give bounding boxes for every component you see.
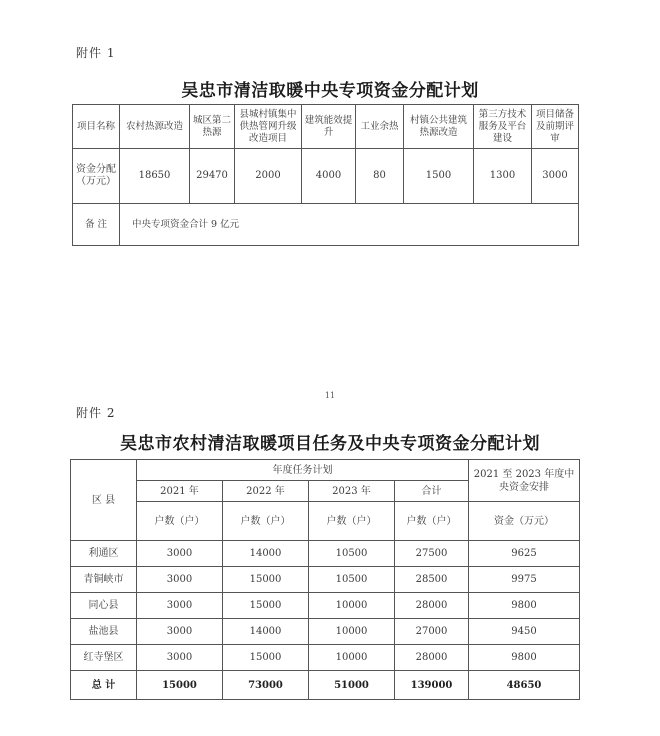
header-year-2021: 2021 年: [137, 481, 223, 502]
unit-funds: 资金（万元）: [469, 502, 580, 541]
value-cell: 9625: [469, 541, 580, 567]
value-cell: 10500: [309, 567, 395, 593]
header-industrial-waste-heat: 工业余热: [356, 105, 404, 149]
note-label: 备 注: [73, 204, 120, 246]
value-cell: 9450: [469, 619, 580, 645]
value-cell: 4000: [302, 149, 356, 204]
header-county: 区 县: [71, 460, 137, 541]
value-cell: 15000: [223, 645, 309, 671]
value-cell: 28000: [395, 645, 469, 671]
value-cell: 1300: [474, 149, 532, 204]
county-cell: 盐池县: [71, 619, 137, 645]
value-cell: 27500: [395, 541, 469, 567]
value-cell: 15000: [223, 567, 309, 593]
header-project-name: 项目名称: [73, 105, 120, 149]
value-cell: 14000: [223, 619, 309, 645]
county-cell: 利通区: [71, 541, 137, 567]
annex-2-title: 吴忠市农村清洁取暖项目任务及中央专项资金分配计划: [120, 434, 540, 454]
header-rural-heat-source: 农村热源改造: [120, 105, 190, 149]
header-public-building: 村镇公共建筑热源改造: [404, 105, 474, 149]
table-header-row: [73, 105, 579, 149]
annex-1-title: 吴忠市清洁取暖中央专项资金分配计划: [181, 81, 479, 101]
header-central-funds: 2021 至 2023 年度中央资金安排: [469, 460, 580, 502]
header-pipe-network: 县城村镇集中供热管网升级改造项目: [235, 105, 302, 149]
total-value: 73000: [223, 671, 309, 700]
unit-households: 户数（户）: [395, 502, 469, 541]
value-cell: 9800: [469, 645, 580, 671]
header-total: 合计: [395, 481, 469, 502]
value-cell: 28000: [395, 593, 469, 619]
header-annual-plan: 年度任务计划: [137, 460, 469, 481]
table-row: [71, 645, 580, 671]
table-row: [71, 567, 580, 593]
total-value: 51000: [309, 671, 395, 700]
value-cell: 10000: [309, 645, 395, 671]
county-cell: 红寺堡区: [71, 645, 137, 671]
value-cell: 14000: [223, 541, 309, 567]
table-row: [71, 619, 580, 645]
unit-households: 户数（户）: [223, 502, 309, 541]
value-cell: 1500: [404, 149, 474, 204]
value-cell: 3000: [137, 619, 223, 645]
table-row: [71, 593, 580, 619]
rural-heating-task-table: [70, 459, 580, 700]
row-label-funds: 资金分配（万元）: [73, 149, 120, 204]
unit-households: 户数（户）: [137, 502, 223, 541]
annex-1-label: 附件 1: [76, 46, 116, 60]
value-cell: 18650: [120, 149, 190, 204]
table-row: [71, 541, 580, 567]
value-cell: 28500: [395, 567, 469, 593]
fund-allocation-table: [72, 104, 579, 246]
value-cell: 3000: [137, 645, 223, 671]
header-project-reserve: 项目储备及前期评审: [532, 105, 579, 149]
header-second-heat-source: 城区第二热源: [190, 105, 235, 149]
header-building-efficiency: 建筑能效提升: [302, 105, 356, 149]
note-text: 中央专项资金合计 9 亿元: [120, 204, 579, 246]
county-cell: 青铜峡市: [71, 567, 137, 593]
total-value: 139000: [395, 671, 469, 700]
value-cell: 3000: [137, 593, 223, 619]
annex-2-label: 附件 2: [76, 406, 116, 420]
value-cell: 3000: [137, 567, 223, 593]
table-row: [73, 149, 579, 204]
total-label: 总 计: [71, 671, 137, 700]
value-cell: 29470: [190, 149, 235, 204]
total-value: 15000: [137, 671, 223, 700]
value-cell: 3000: [532, 149, 579, 204]
header-third-party-service: 第三方技术服务及平台建设: [474, 105, 532, 149]
value-cell: 9800: [469, 593, 580, 619]
value-cell: 2000: [235, 149, 302, 204]
value-cell: 80: [356, 149, 404, 204]
table-header-row: [71, 502, 580, 541]
value-cell: 10500: [309, 541, 395, 567]
county-cell: 同心县: [71, 593, 137, 619]
value-cell: 9975: [469, 567, 580, 593]
total-row: [71, 671, 580, 700]
note-row: [73, 204, 579, 246]
total-value: 48650: [469, 671, 580, 700]
header-year-2023: 2023 年: [309, 481, 395, 502]
value-cell: 10000: [309, 619, 395, 645]
value-cell: 3000: [137, 541, 223, 567]
value-cell: 27000: [395, 619, 469, 645]
table-header-row: [71, 460, 580, 481]
header-year-2022: 2022 年: [223, 481, 309, 502]
value-cell: 10000: [309, 593, 395, 619]
value-cell: 15000: [223, 593, 309, 619]
page-number: 11: [324, 391, 336, 400]
unit-households: 户数（户）: [309, 502, 395, 541]
